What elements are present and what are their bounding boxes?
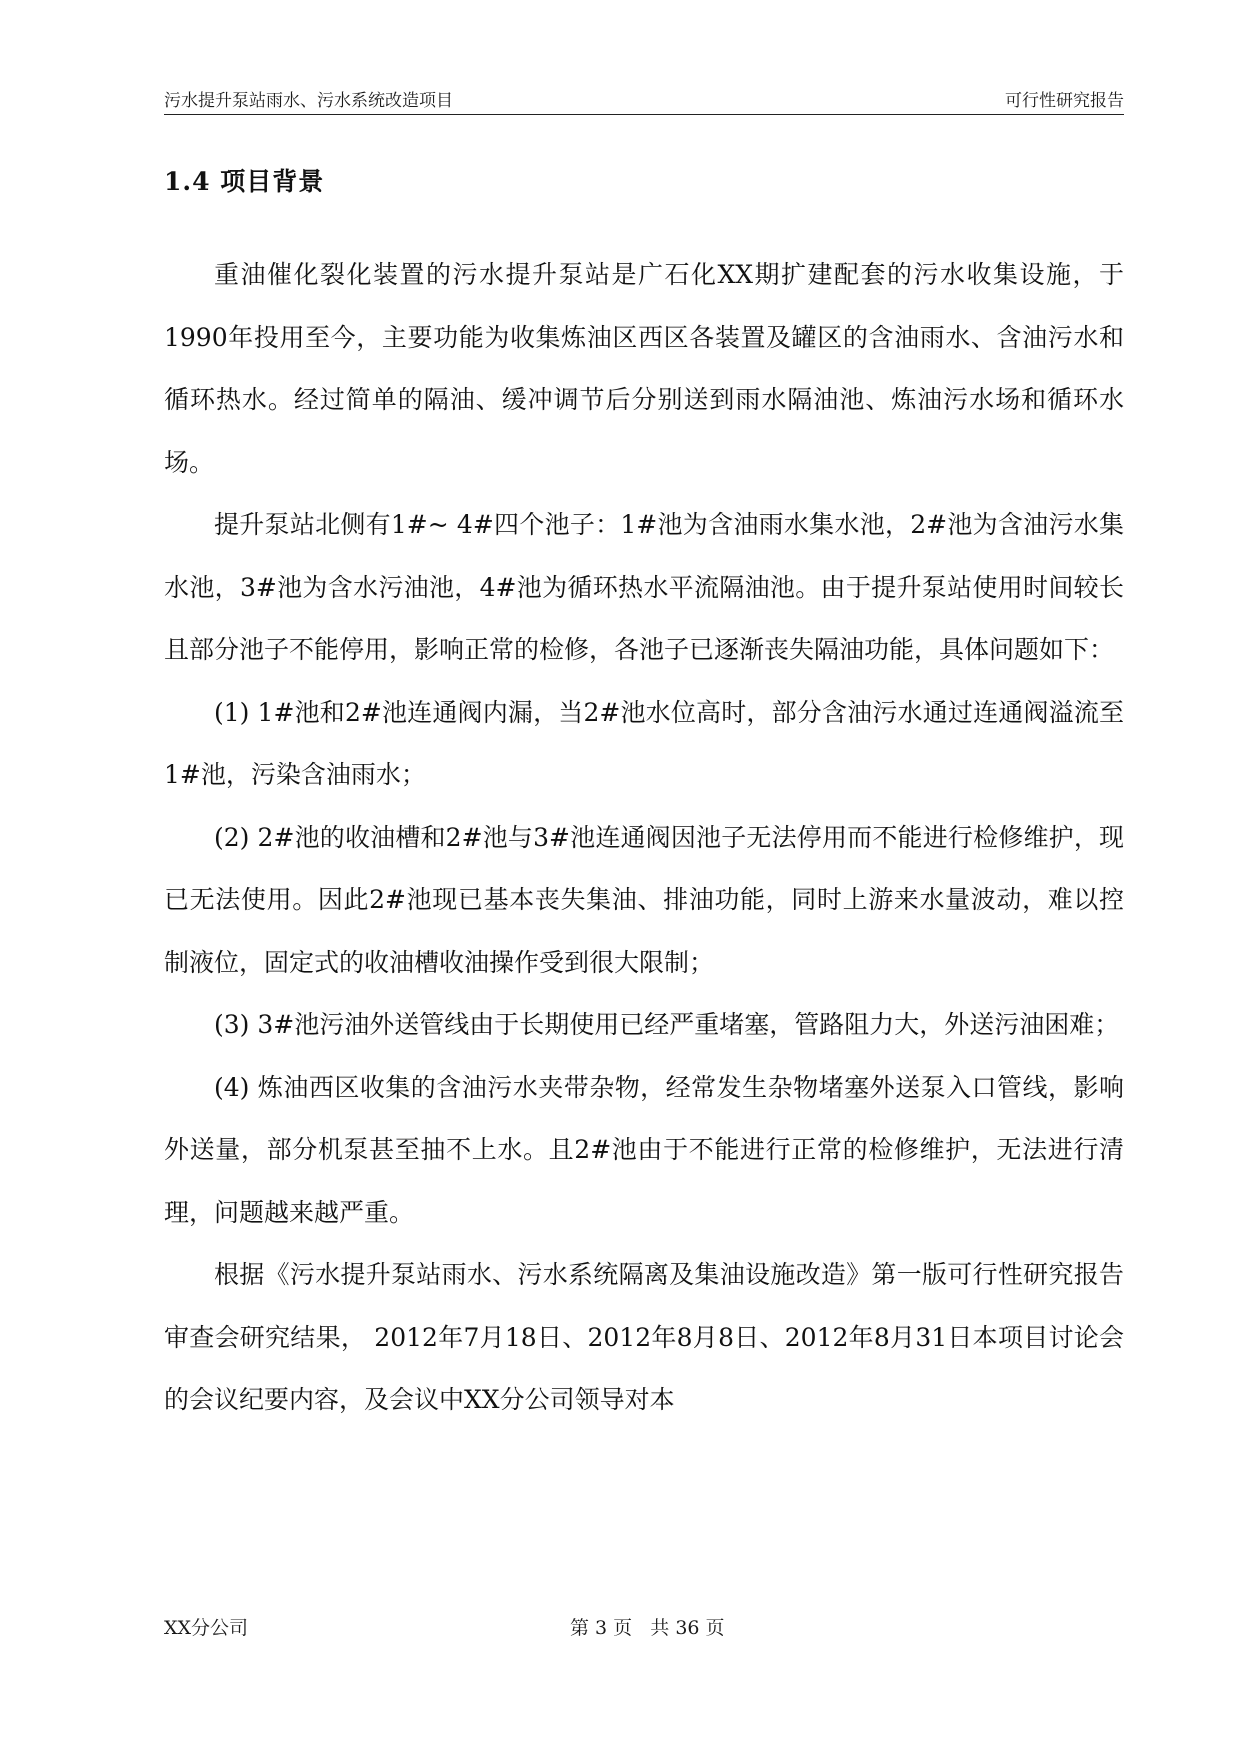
paragraph-problem-2: (2) 2#池的收油槽和2#池与3#池连通阀因池子无法停用而不能进行检修维护，现已无法使用。因此2#池现已基本丧失集油、排油功能，同时上游来水量波动，难以控制液位，固定式的收油槽收油操作受到很大限制； xyxy=(164,822,1124,977)
paragraph-background-intro: 重油催化裂化装置的污水提升泵站是广石化XX期扩建配套的污水收集设施，于1990年投用至今，主要功能为收集炼油区西区各装置及罐区的含油雨水、含油污水和循环热水。经过简单的隔油、缓冲调节后分别送到雨水隔油池、炼油污水场和循环水场。 xyxy=(164,260,1124,477)
paragraph-pool-overview: 提升泵站北侧有1#~ 4#四个池子：1#池为含油雨水集水池，2#池为含油污水集水池，3#池为含水污油池，4#池为循环热水平流隔油池。由于提升泵站使用时间较长且部分池子不能停用，影响正常的检修，各池子已逐渐丧失隔油功能，具体问题如下： xyxy=(164,510,1124,664)
page-number: 第 3 页 共 36 页 xyxy=(570,1617,725,1639)
paragraph-review-basis: 根据《污水提升泵站雨水、污水系统隔离及集油设施改造》第一版可行性研究报告审查会研究结果， 2012年7月18日、2012年8月8日、2012年8月31日本项目讨论会的会议纪要内容，及会议中XX分公司领导对本 xyxy=(164,1260,1124,1414)
section-title: 1.4 项目背景 xyxy=(164,167,325,196)
header-project-title: 污水提升泵站雨水、污水系统改造项目 xyxy=(164,91,453,111)
paragraph-problem-4: (4) 炼油西区收集的含油污水夹带杂物，经常发生杂物堵塞外送泵入口管线，影响外送量，部分机泵甚至抽不上水。且2#池由于不能进行正常的检修维护，无法进行清理，问题越来越严重。 xyxy=(164,1072,1124,1227)
paragraph-problem-1: (1) 1#池和2#池连通阀内漏，当2#池水位高时，部分含油污水通过连通阀溢流至1#池，污染含油雨水； xyxy=(164,697,1124,789)
header-report-type: 可行性研究报告 xyxy=(1005,91,1124,111)
body-text xyxy=(164,244,1124,1432)
running-footer xyxy=(164,1613,1124,1637)
footer-company: XX分公司 xyxy=(164,1617,249,1639)
paragraph-problem-3: (3) 3#池污油外送管线由于长期使用已经严重堵塞，管路阻力大，外送污油困难； xyxy=(214,1010,1120,1039)
running-header xyxy=(164,86,1124,115)
